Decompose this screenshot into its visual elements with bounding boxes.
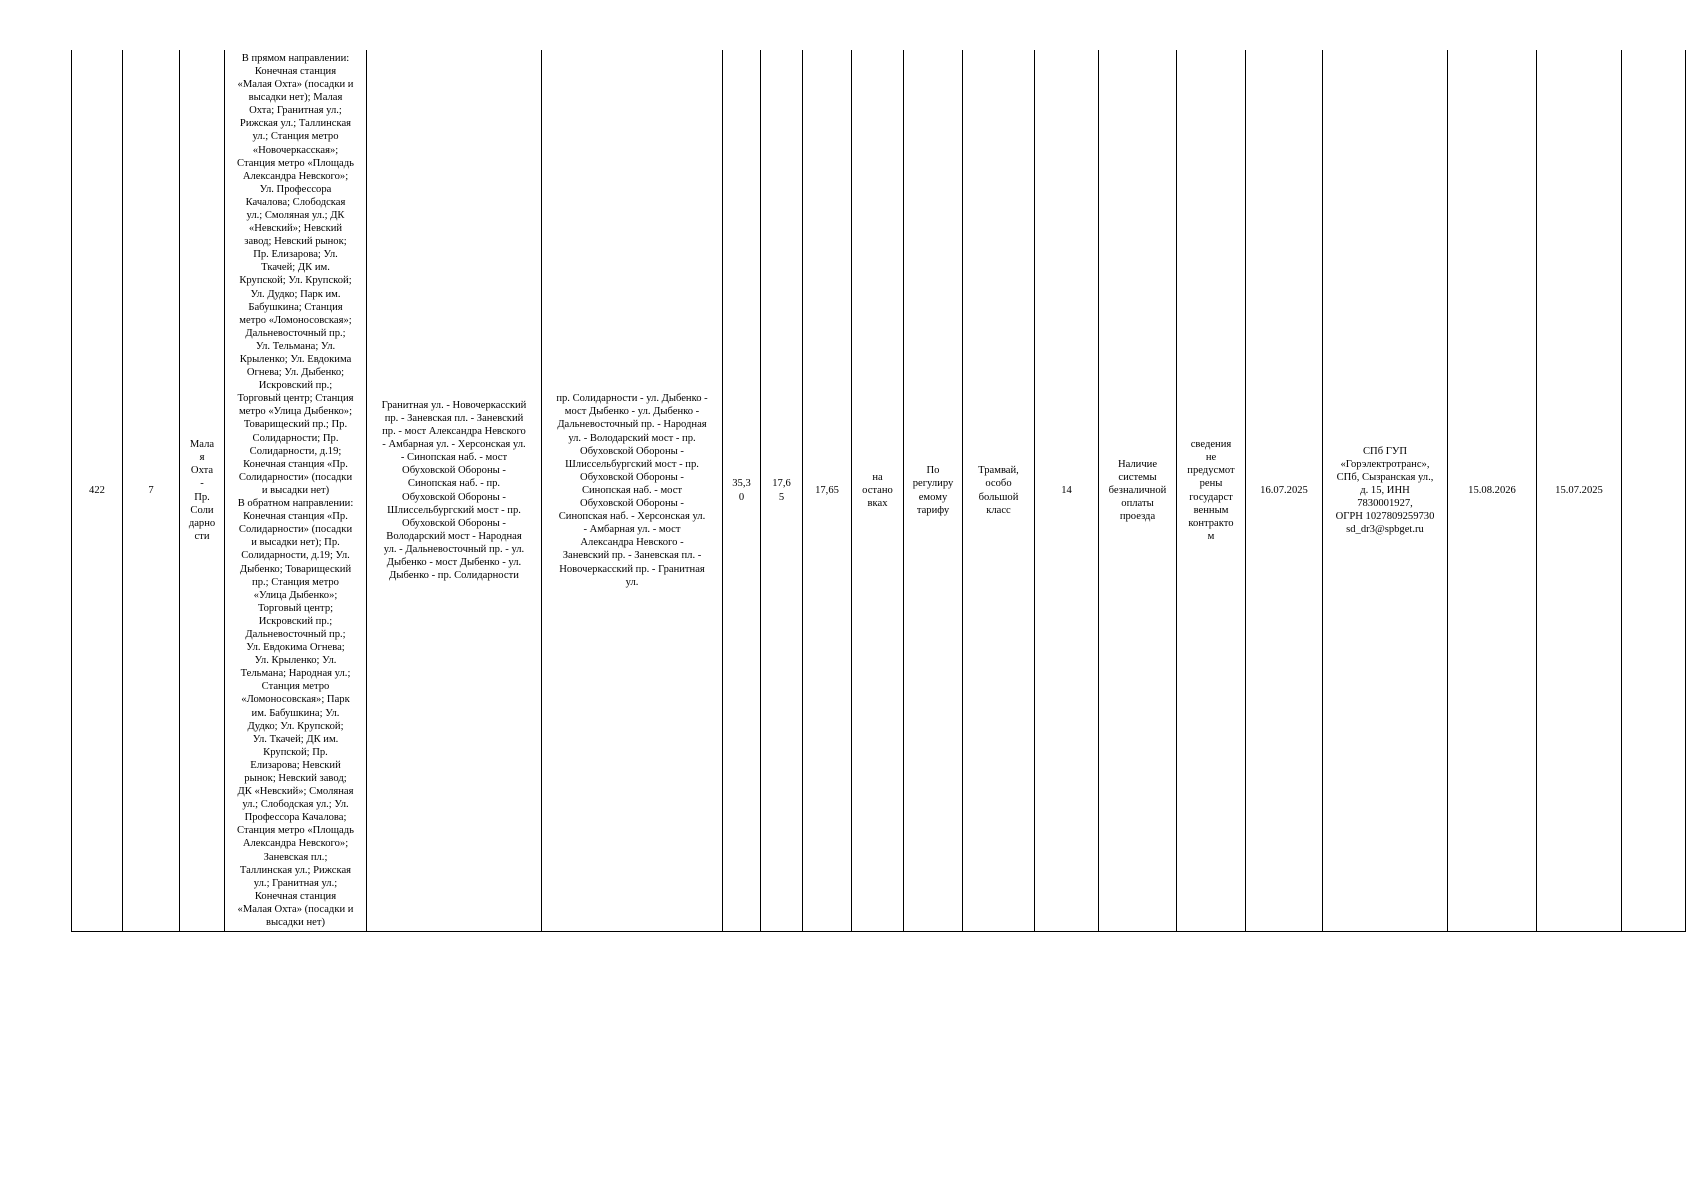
reg-number-cell: 422: [72, 50, 123, 932]
length-total-cell: 17,65: [803, 50, 852, 932]
contract-info-cell: сведения не предусмот рены государст венным контракто м: [1177, 50, 1246, 932]
length-backward-cell: 17,6 5: [761, 50, 803, 932]
end-date-cell: 15.08.2026: [1448, 50, 1537, 932]
notes-cell: [1622, 50, 1686, 932]
route-registry-table: [71, 50, 1686, 932]
carrier-cell: СПб ГУП «Горэлектротранс», СПб, Сызранская ул., д. 15, ИНН 7830001927, ОГРН 1027809259730 sd_dr3@spbget.ru: [1323, 50, 1448, 932]
route-number-cell: 7: [123, 50, 180, 932]
streets-forward-cell: Гранитная ул. - Новочеркасский пр. - Заневская пл. - Заневский пр. - мост Александра Невского - Амбарная ул. - Херсонская ул. - Синопская наб. - мост Обуховской Обороны - Синопская наб. - пр. Обуховской Обороны - Шлиссельбургский мост - пр. Обуховской Обороны - Володарский мост - Народная ул. - Дальневосточный пр. - ул. Дыбенко - мост Дыбенко - ул. Дыбенко - пр. Солидарности: [367, 50, 542, 932]
stops-cell: В прямом направлении: Конечная станция «Малая Охта» (посадки и высадки нет); Малая Охта; Гранитная ул.; Рижская ул.; Таллинская ул.; Станция метро «Новочеркасская»; Станция метро «Площадь Александра Невского»; Ул. Профессора Качалова; Слободская ул.; Смоляная ул.; ДК «Невский»; Невский завод; Невский рынок; Пр. Елизарова; Ул. Ткачей; ДК им. Крупской; Ул. Крупской; Ул. Дудко; Парк им. Бабушкина; Станция метро «Ломоносовская»; Дальневосточный пр.; Ул. Тельмана; Ул. Крыленко; Ул. Евдокима Огнева; Ул. Дыбенко; Искровский пр.; Торговый центр; Станция метро «Улица Дыбенко»; Товарищеский пр.; Пр. Солидарности; Пр. Солидарности, д.19; Конечная станция «Пр. Солидарности» (посадки и высадки нет) В обратном направлении: Конечная станция «Пр. Солидарности» (посадки и высадки нет); Пр. Солидарности, д.19; Ул. Дыбенко; Товарищеский пр.; Станция метро «Улица Дыбенко»; Торговый центр; Искровский пр.; Дальневосточный пр.; Ул. Евдокима Огнева; Ул. Крыленко; Ул. Тельмана; Народная ул.; Станция метро «Ломоносовская»; Парк им. Бабушкина; Ул. Дудко; Ул. Крупской; Ул. Ткачей; ДК им. Крупской; Пр. Елизарова; Невский рынок; Невский завод; ДК «Невский»; Смоляная ул.; Слободская ул.; Ул. Профессора Качалова; Станция метро «Площадь Александра Невского»; Заневская пл.; Таллинская ул.; Рижская ул.; Гранитная ул.; Конечная станция «Малая Охта» (посадки и высадки нет): [225, 50, 367, 932]
table-row: [72, 50, 1686, 932]
vehicle-count-cell: 14: [1035, 50, 1099, 932]
length-forward-cell: 35,3 0: [723, 50, 761, 932]
tariff-cell: По регулиру емому тарифу: [904, 50, 963, 932]
streets-backward-cell: пр. Солидарности - ул. Дыбенко - мост Дыбенко - ул. Дыбенко - Дальневосточный пр. - Народная ул. - Володарский мост - пр. Обуховской Обороны - Шлиссельбургский мост - пр. Обуховской Обороны - Синопская наб. - мост Обуховской Обороны - Синопская наб. - Херсонская ул. - Амбарная ул. - мост Александра Невского - Заневский пр. - Заневская пл. - Новочеркасский пр. - Гранитная ул.: [542, 50, 723, 932]
start-date-cell: 16.07.2025: [1246, 50, 1323, 932]
stop-order-cell: на остано вках: [852, 50, 904, 932]
vehicle-cell: Трамвай, особо большой класс: [963, 50, 1035, 932]
route-name-cell: Мала я Охта - Пр. Соли дарно сти: [180, 50, 225, 932]
payment-cell: Наличие системы безналичной оплаты проезда: [1099, 50, 1177, 932]
change-date-cell: 15.07.2025: [1537, 50, 1622, 932]
